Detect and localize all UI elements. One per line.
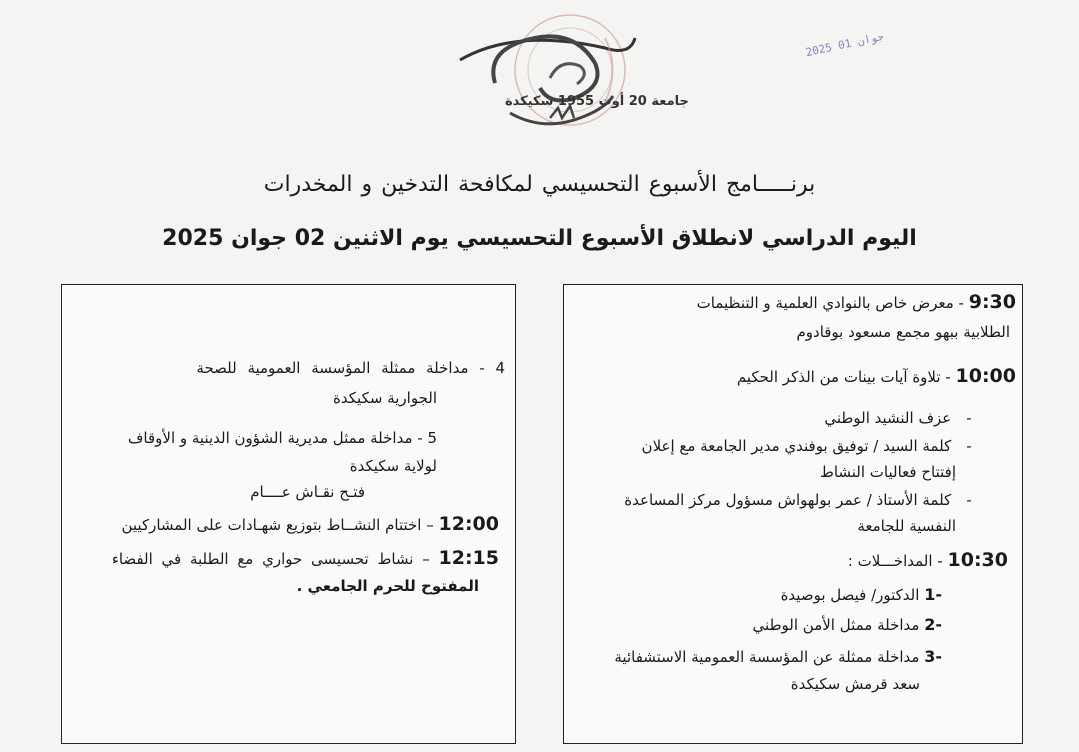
- schedule-column-left: [61, 284, 516, 744]
- schedule-item-1215-cont: المفتوح للحرم الجامعي .: [296, 577, 479, 595]
- schedule-time: 12:00: [438, 513, 499, 535]
- bullet-text: كلمة الأستاذ / عمر بولهواش مسؤول مركز المساعدة: [624, 491, 952, 509]
- schedule-text: - تلاوة آيات بينات من الذكر الحكيم: [736, 368, 951, 386]
- bullet-text-cont: إفتتاح فعاليات النشاط: [819, 463, 956, 481]
- list-item: [781, 585, 942, 604]
- intervention-number: 3-: [924, 647, 942, 666]
- bullet-text: كلمة السيد / توفيق بوفندي مدير الجامعة مع إعلان: [641, 437, 952, 455]
- schedule-item-1000: [737, 365, 1016, 387]
- intervention-text-cont: سعد قرمش سكيكدة: [790, 675, 920, 693]
- bullet-text-cont: النفسية للجامعة: [857, 517, 956, 535]
- schedule-item-0930-cont: الطلابية ببهو مجمع مسعود بوقادوم: [796, 323, 1010, 341]
- university-logo-icon: [455, 8, 655, 143]
- schedule-text: - معرض خاص بالنوادي العلمية و التنظيمات: [696, 294, 964, 312]
- schedule-text: - المداخـــلات :: [847, 552, 943, 570]
- list-item-cont: لولاية سكيكدة: [349, 457, 437, 475]
- list-item: 5 - مداخلة ممثل مديرية الشؤون الدينية و الأوقاف: [127, 429, 437, 447]
- list-item-cont: الجوارية سكيكدة: [333, 389, 437, 407]
- schedule-item-1200: [121, 513, 499, 535]
- schedule-text: – نشاط تحسيسى حواري مع الطلبة في الفضاء: [111, 550, 430, 568]
- list-item: [824, 409, 982, 427]
- list-item: [624, 491, 982, 509]
- program-subtitle: اليوم الدراسي لانطلاق الأسبوع التحسيسي يوم الاثنين 02 جوان 2025: [162, 226, 917, 251]
- program-title: برنـــــامج الأسبوع التحسيسي لمكافحة التدخين و المخدرات: [263, 172, 816, 197]
- schedule-time: 10:00: [955, 365, 1016, 387]
- bullet-dash: -: [966, 409, 972, 427]
- schedule-column-right: [563, 284, 1023, 744]
- bullet-text: عزف النشيد الوطني: [824, 409, 952, 427]
- schedule-item-0930: [697, 291, 1016, 313]
- bullet-dash: -: [966, 437, 972, 455]
- schedule-text: – اختتام النشــاط بتوزيع شهـادات على المشاركيين: [121, 516, 434, 534]
- schedule-time: 10:30: [947, 549, 1008, 571]
- university-name: جامعة 20 أوت 1955 سكيكدة: [505, 94, 689, 109]
- list-item: [753, 615, 942, 634]
- schedule-time: 9:30: [968, 291, 1016, 313]
- intervention-text: مداخلة ممثلة عن المؤسسة العمومية الاستشفائية: [614, 648, 920, 666]
- open-discussion: فتـح نقـاش عــــام: [250, 483, 365, 501]
- intervention-text: الدكتور/ فيصل بوصيدة: [780, 586, 920, 604]
- schedule-time: 12:15: [438, 547, 499, 569]
- intervention-number: 2-: [924, 615, 942, 634]
- intervention-text: مداخلة ممثل الأمن الوطني: [752, 616, 920, 634]
- schedule-item-1215: [112, 547, 499, 569]
- received-stamp-date: 2025 جوان 01: [804, 29, 885, 60]
- bullet-dash: -: [966, 491, 972, 509]
- intervention-number: 1-: [924, 585, 942, 604]
- schedule-item-1030: [848, 549, 1008, 571]
- list-item: 4 - مداخلة ممثلة المؤسسة العمومية للصحة: [196, 359, 505, 377]
- list-item: [614, 647, 942, 666]
- list-item: [642, 437, 982, 455]
